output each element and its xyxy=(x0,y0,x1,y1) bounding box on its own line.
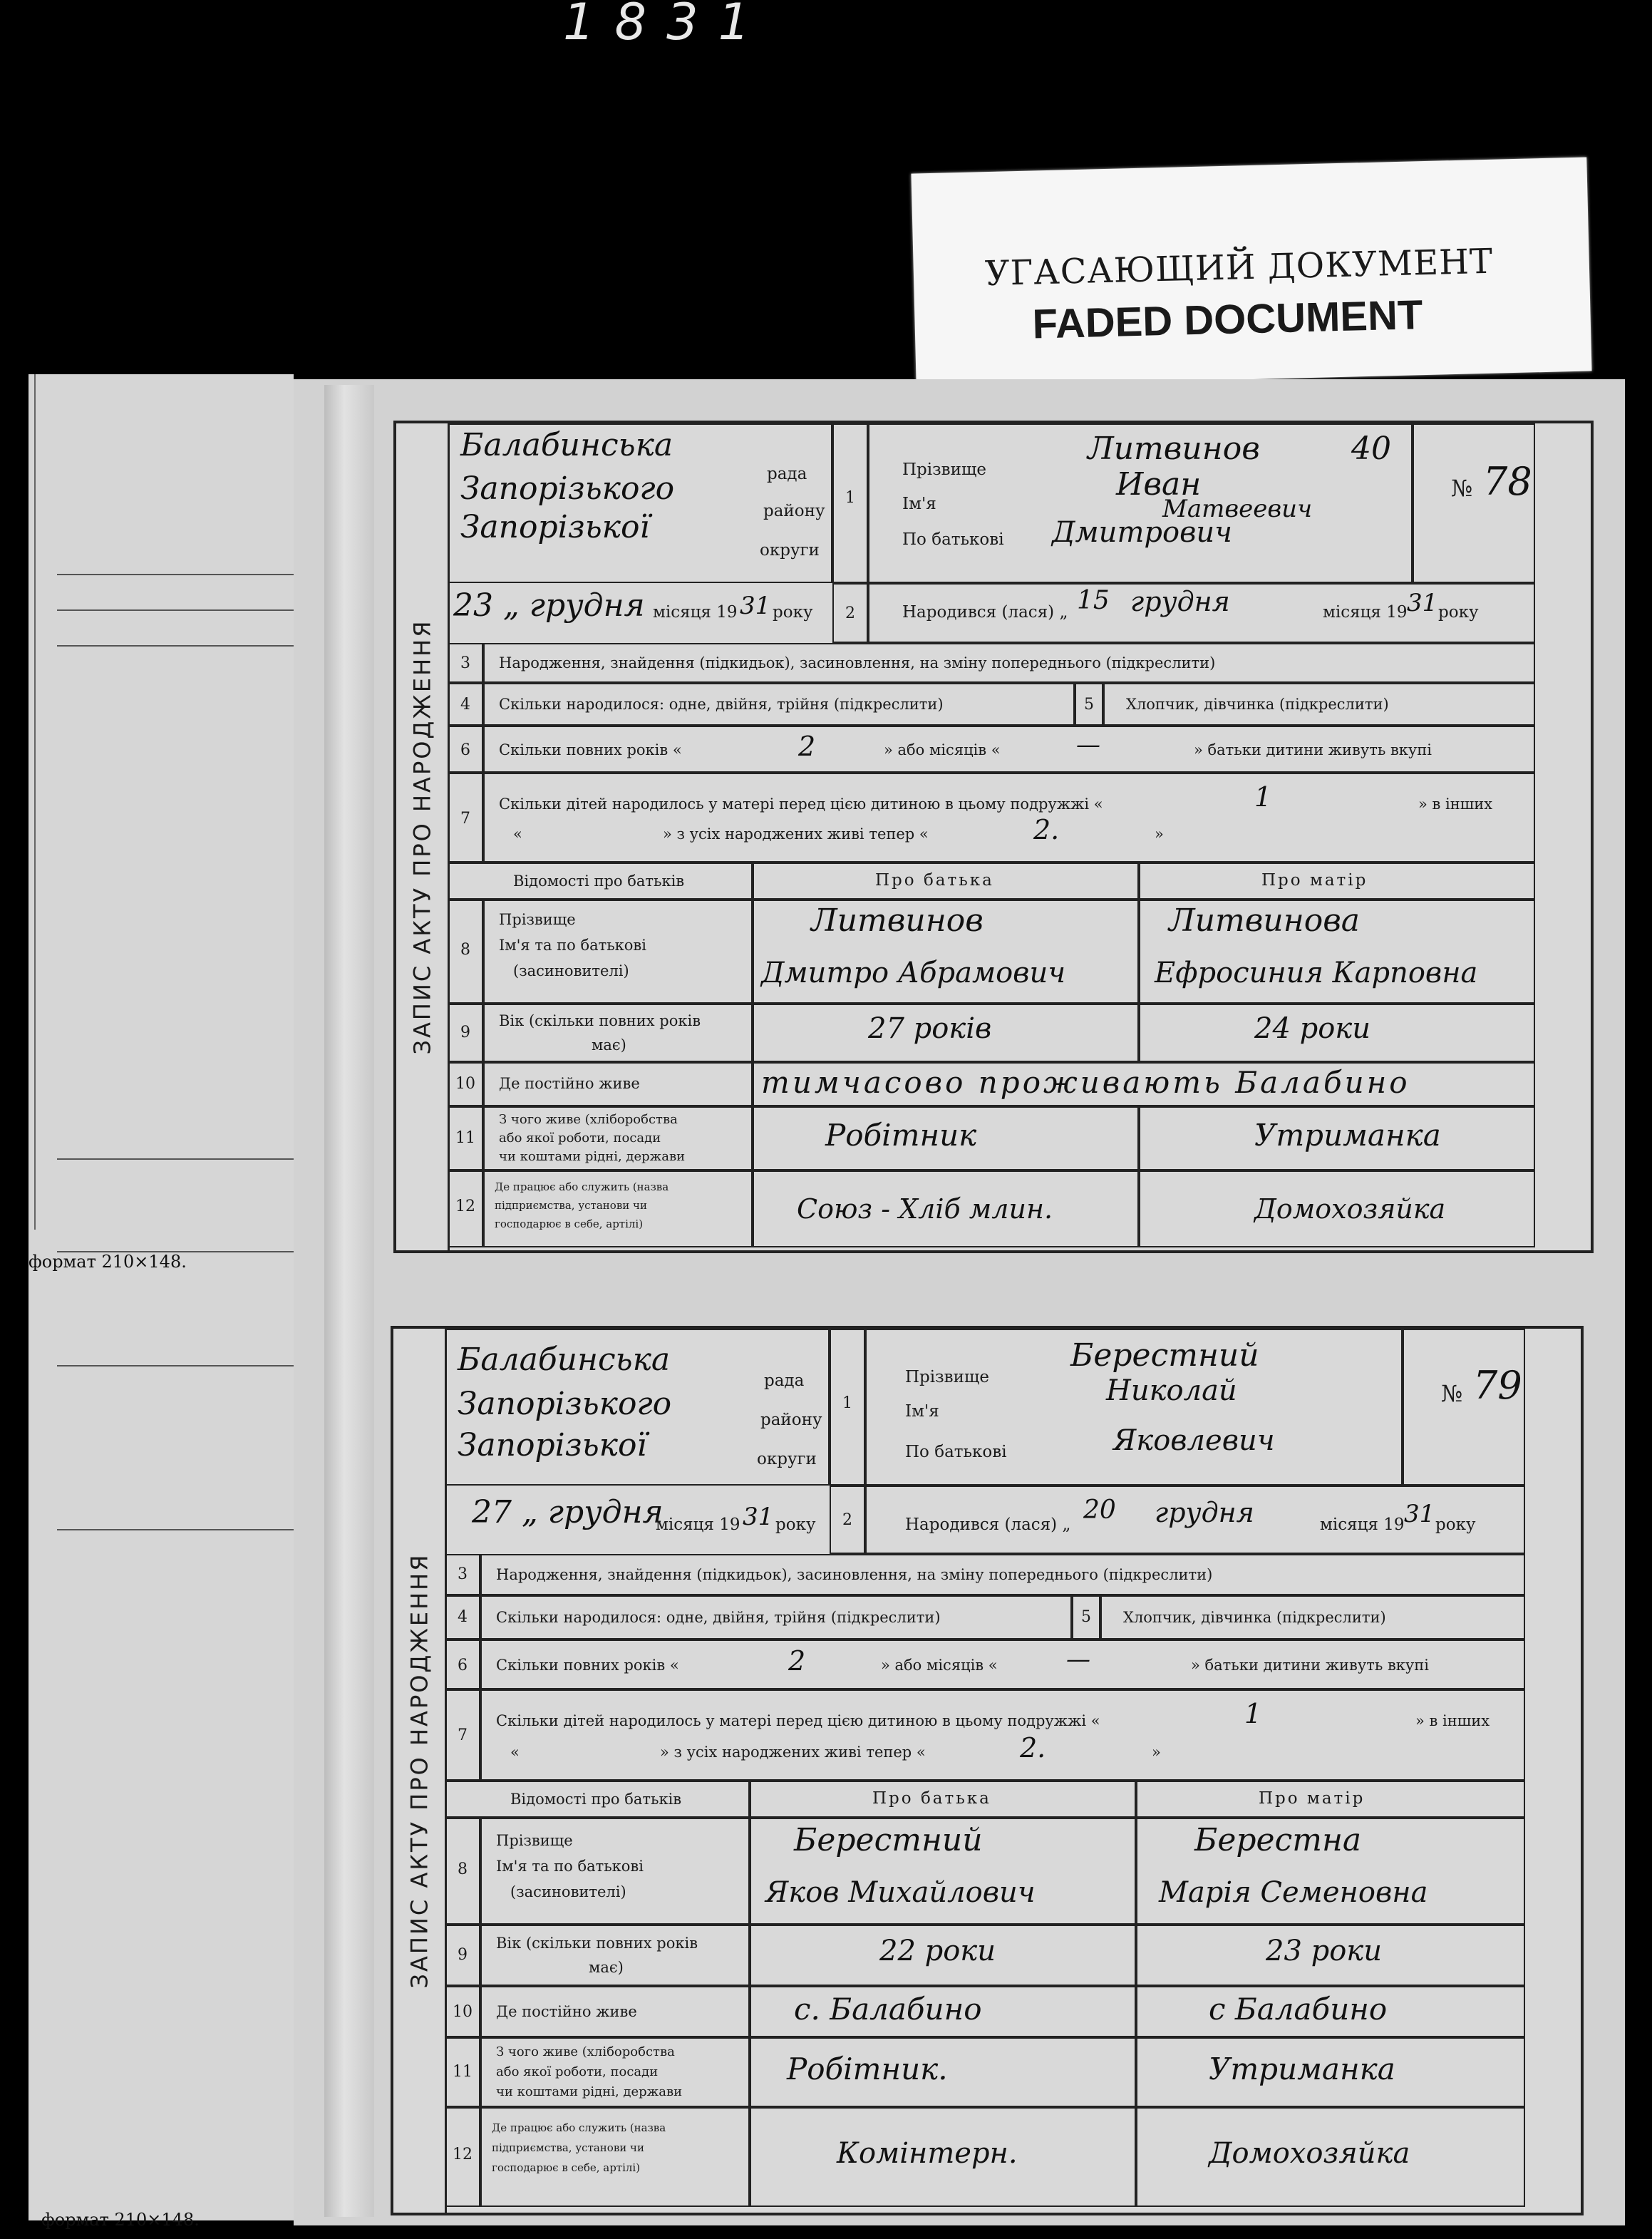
child-name: Иван xyxy=(1116,466,1202,503)
mother-work-cell: Домохозяйка xyxy=(1136,2107,1525,2207)
okrug-label: округи xyxy=(760,541,820,560)
father-work-cell: Союз - Хліб млин. xyxy=(753,1170,1139,1247)
row-number: 7 xyxy=(448,773,483,863)
father-header: Про батька xyxy=(750,1781,1136,1818)
child-name-extra: Матвеевич xyxy=(1162,495,1313,523)
divider xyxy=(57,574,294,575)
row-number: 11 xyxy=(448,1106,483,1170)
row-number: 1 xyxy=(832,423,868,583)
rada-label: рада xyxy=(764,1371,805,1390)
row-8-label: Прізвище Ім'я та по батькові (засиновителі) xyxy=(480,1818,750,1925)
number-prefix: № xyxy=(1441,1380,1463,1407)
okrug-value: Запорізької xyxy=(458,1427,647,1463)
row-number: 12 xyxy=(448,1170,483,1247)
registration-year-value: 31 xyxy=(740,592,771,620)
child-name: Николай xyxy=(1106,1374,1237,1407)
born-label: Народився (лася) „ xyxy=(902,603,1068,622)
patronymic-label: По батькові xyxy=(905,1443,1007,1461)
row-number: 9 xyxy=(448,1004,483,1062)
parents-header: Відомості про батьків xyxy=(448,863,753,900)
row-10-label: Де постійно живе xyxy=(483,1062,753,1106)
month-label: місяця 19 xyxy=(656,1515,740,1534)
row-number: 3 xyxy=(445,1554,480,1595)
page-binding xyxy=(324,385,374,2217)
archive-number: 1831 xyxy=(563,0,770,51)
mother-living-cell: Утриманка xyxy=(1139,1106,1535,1170)
mother-residence-cell: с Балабино xyxy=(1136,1986,1525,2037)
row-number: 1 xyxy=(830,1329,865,1486)
father-living-cell: Робітник. xyxy=(750,2037,1136,2107)
surname-label: Прізвище xyxy=(905,1368,989,1386)
format-label-top: формат 210×148. xyxy=(29,1252,187,1272)
row-5: Хлопчик, дівчинка (підкреслити) xyxy=(1103,683,1535,726)
mother-age-cell: 23 роки xyxy=(1136,1925,1525,1986)
father-residence-cell: с. Балабино xyxy=(750,1986,1136,2037)
birth-day: 20 xyxy=(1083,1496,1116,1525)
residence-cell: тимчасово проживають Балабино xyxy=(753,1062,1535,1106)
born-month-label: місяця 19 xyxy=(1320,1515,1405,1534)
registration-day-value: 23 „ грудня xyxy=(453,587,645,624)
row-number: 2 xyxy=(830,1486,865,1554)
parents-header: Відомості про батьків xyxy=(445,1781,750,1818)
divider xyxy=(57,1158,294,1160)
patronymic-label: По батькові xyxy=(902,530,1004,549)
birth-record-card-78 xyxy=(393,421,1594,1253)
rada-value: Балабинська xyxy=(458,1342,671,1378)
child-patronymic: Яковлевич xyxy=(1113,1424,1275,1457)
mother-name-cell: Литвинова Ефросиния Карповна xyxy=(1139,900,1535,1004)
left-page xyxy=(29,374,294,2220)
divider xyxy=(57,645,294,647)
father-age-cell: 27 років xyxy=(753,1004,1139,1062)
mother-header: Про матір xyxy=(1139,863,1535,900)
row-number: 11 xyxy=(445,2037,480,2107)
birth-day: 15 xyxy=(1077,586,1110,615)
okrug-value: Запорізької xyxy=(460,509,650,545)
registration-year-value: 31 xyxy=(743,1503,774,1531)
row-number: 8 xyxy=(445,1818,480,1925)
format-label-bottom: формат 210×148. xyxy=(41,2210,200,2230)
born-label: Народився (лася) „ xyxy=(905,1515,1071,1534)
row-12-label: Де працює або служить (назва підприємства, установи чи господарює в себе, артілі) xyxy=(480,2107,750,2207)
row-11-label: З чого живе (хліборобства або якої роботи, посади чи коштами рідні, держави xyxy=(480,2037,750,2107)
row-3: Народження, знайдення (підкидьок), засиновлення, на зміну попереднього (підкреслити) xyxy=(480,1554,1525,1595)
birth-year: 31 xyxy=(1407,589,1438,617)
row-number: 8 xyxy=(448,900,483,1004)
father-age-cell: 22 роки xyxy=(750,1925,1136,1986)
divider xyxy=(57,1529,294,1530)
row-5: Хлопчик, дівчинка (підкреслити) xyxy=(1100,1595,1525,1640)
row-number: 7 xyxy=(445,1689,480,1781)
row-9-label: Вік (скільки повних років має) xyxy=(483,1004,753,1062)
row-number: 6 xyxy=(448,726,483,773)
row-6: Скільки повних років « 2 » або місяців « — » батьки дитини живуть вкупі xyxy=(483,726,1535,773)
mother-work-cell: Домохозяйка xyxy=(1139,1170,1535,1247)
row-4: Скільки народилося: одне, двійня, трійня (підкреслити) xyxy=(480,1595,1072,1640)
registration-day-value: 27 „ грудня xyxy=(472,1494,664,1530)
side-title: ЗАПИС АКТУ ПРО НАРОДЖЕННЯ xyxy=(396,423,450,1250)
row-4: Скільки народилося: одне, двійня, трійня (підкреслити) xyxy=(483,683,1075,726)
birth-month: грудня xyxy=(1130,586,1230,617)
label-line-russian: УГАСАЮЩИЙ ДОКУМЕНТ xyxy=(984,241,1494,294)
name-label: Ім'я xyxy=(905,1402,939,1421)
row-3: Народження, знайдення (підкидьок), засиновлення, на зміну попереднього (підкреслити) xyxy=(483,643,1535,683)
row-number: 12 xyxy=(445,2107,480,2207)
born-year-label: року xyxy=(1435,1515,1476,1534)
father-work-cell: Комінтерн. xyxy=(750,2107,1136,2207)
row-number: 4 xyxy=(448,683,483,726)
raion-value: Запорізького xyxy=(460,470,675,507)
row-number: 9 xyxy=(445,1925,480,1986)
rada-label: рада xyxy=(767,465,807,483)
faded-document-label xyxy=(911,157,1591,387)
birth-year: 31 xyxy=(1404,1500,1435,1528)
row-12-label: Де працює або служить (назва підприємства, установи чи господарює в себе, артілі) xyxy=(483,1170,753,1247)
year-label: року xyxy=(775,1515,816,1534)
raion-label: району xyxy=(763,502,825,520)
birth-record-card-79 xyxy=(391,1326,1584,2215)
row-number: 6 xyxy=(445,1640,480,1689)
row-number: 5 xyxy=(1072,1595,1100,1640)
mother-age-cell: 24 роки xyxy=(1139,1004,1535,1062)
label-line-english: FADED DOCUMENT xyxy=(1031,292,1424,348)
divider xyxy=(57,1365,294,1366)
row-7: Скільки дітей народилось у матері перед цією дитиною в цьому подружжі « 1 » в інших « » з усіх народжених живі тепер « 2. » xyxy=(483,773,1535,863)
father-living-cell: Робітник xyxy=(753,1106,1139,1170)
record-number: 79 xyxy=(1473,1363,1522,1408)
row-11-label: З чого живе (хліборобства або якої роботи, посади чи коштами рідні, держави xyxy=(483,1106,753,1170)
birth-month: грудня xyxy=(1155,1497,1254,1528)
row-9-label: Вік (скільки повних років має) xyxy=(480,1925,750,1986)
mother-living-cell: Утриманка xyxy=(1136,2037,1525,2107)
father-name-cell: Литвинов Дмитро Абрамович xyxy=(753,900,1139,1004)
divider xyxy=(57,609,294,611)
rada-value: Балабинська xyxy=(460,427,673,463)
father-name-cell: Берестний Яков Михайлович xyxy=(750,1818,1136,1925)
name-label: Ім'я xyxy=(902,495,936,513)
row-number: 3 xyxy=(448,643,483,683)
row-number: 2 xyxy=(832,583,868,643)
mother-header: Про матір xyxy=(1136,1781,1525,1818)
father-header: Про батька xyxy=(753,863,1139,900)
margin-mark: 40 xyxy=(1351,431,1391,467)
row-number: 10 xyxy=(448,1062,483,1106)
row-7: Скільки дітей народилось у матері перед цією дитиною в цьому подружжі « 1 » в інших « » з усіх народжених живі тепер « 2. » xyxy=(480,1689,1525,1781)
row-number: 5 xyxy=(1075,683,1103,726)
row-6: Скільки повних років « 2 » або місяців « — » батьки дитини живуть вкупі xyxy=(480,1640,1525,1689)
number-prefix: № xyxy=(1451,475,1473,502)
raion-label: району xyxy=(760,1411,822,1429)
record-number: 78 xyxy=(1483,459,1532,504)
mother-name-cell: Берестна Марія Семеновна xyxy=(1136,1818,1525,1925)
row-8-label: Прізвище Ім'я та по батькові (засиновителі) xyxy=(483,900,753,1004)
child-surname: Берестний xyxy=(1070,1337,1259,1374)
year-label: року xyxy=(773,603,813,622)
row-number: 10 xyxy=(445,1986,480,2037)
surname-label: Прізвище xyxy=(902,460,986,479)
born-month-label: місяця 19 xyxy=(1323,603,1408,622)
born-year-label: року xyxy=(1438,603,1479,622)
side-title: ЗАПИС АКТУ ПРО НАРОДЖЕННЯ xyxy=(393,1329,447,2213)
okrug-label: округи xyxy=(757,1450,817,1468)
child-surname: Литвинов xyxy=(1088,431,1260,467)
raion-value: Запорізького xyxy=(458,1386,672,1422)
child-patronymic: Дмитрович xyxy=(1052,516,1232,549)
divider xyxy=(34,374,36,1230)
row-10-label: Де постійно живе xyxy=(480,1986,750,2037)
row-number: 4 xyxy=(445,1595,480,1640)
month-label: місяця 19 xyxy=(653,603,738,622)
